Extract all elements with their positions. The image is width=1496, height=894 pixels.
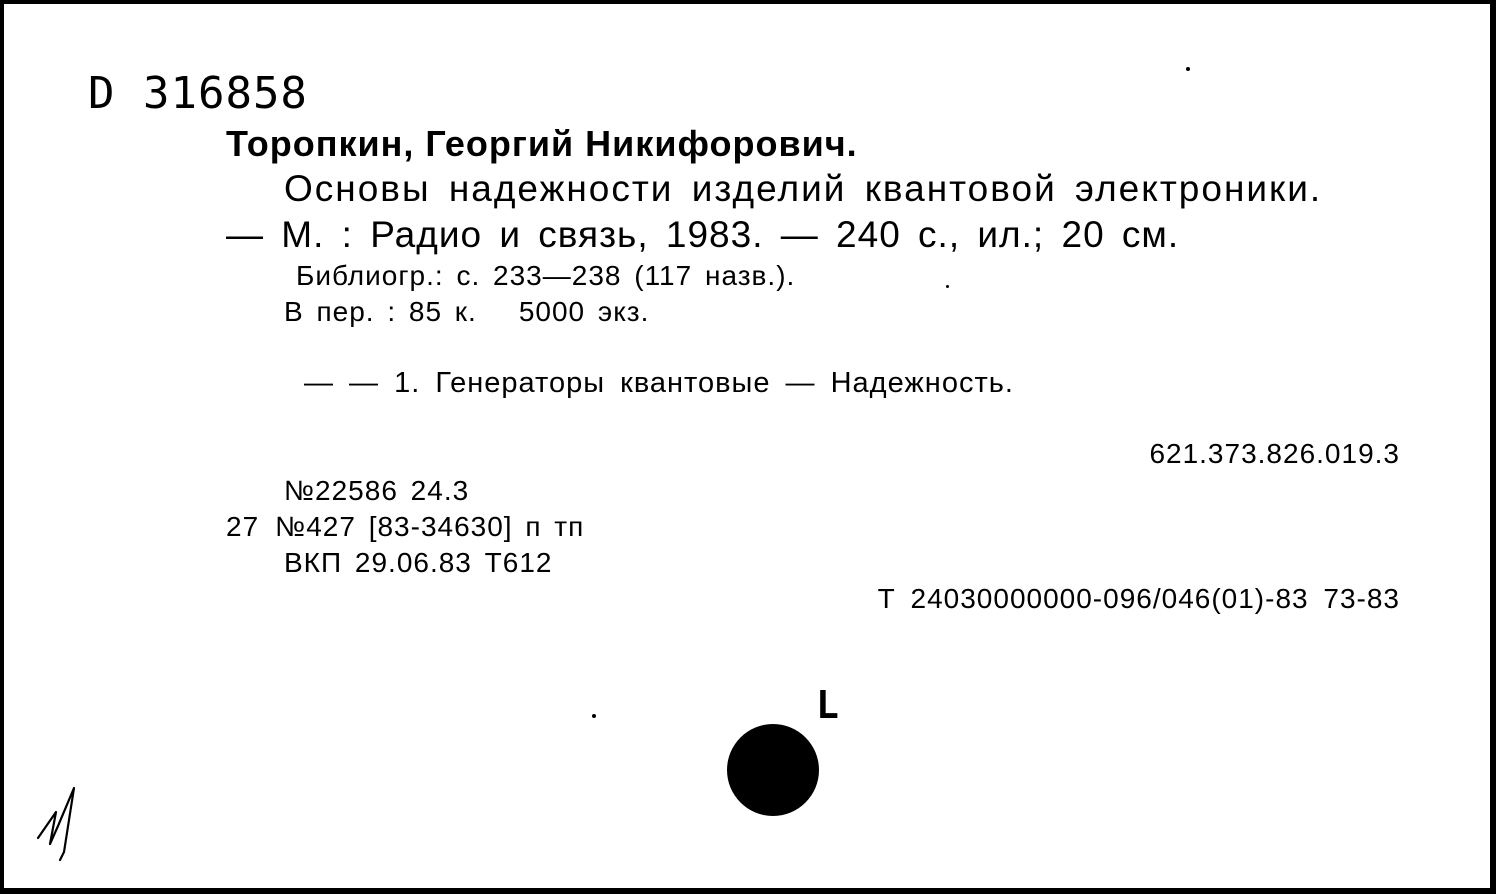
price-line [284,298,649,326]
price: В пер. : 85 к. [284,296,477,327]
registration-line-2 [226,513,584,541]
catalog-card [4,4,1490,888]
registration-line-1: №22586 24.3 [284,475,470,506]
order-number: №427 [83-34630] п тп [275,511,585,542]
ink-speck [1186,67,1190,71]
udc-code: 621.373.826.019.3 [1149,438,1400,469]
print-run: 5000 экз. [518,296,650,327]
publication-imprint: — М. : Радио и связь, 1983. — 240 с., ил.; 20 см. [226,214,1180,255]
handwritten-mark [34,782,90,862]
registration-number: 27 [226,511,260,542]
punch-hole [727,724,819,816]
author-heading: Торопкин, Георгий Никифорович. [226,123,858,164]
call-number: D 316858 [88,68,308,119]
ink-speck [592,714,596,718]
subject-heading: — — 1. Генераторы квантовые — Надежность. [304,367,1014,399]
classification-code: Т 24030000000-096/046(01)-83 73-83 [877,583,1400,614]
book-title: Основы надежности изделий квантовой электроники. [284,168,1323,209]
letter-mark: L [816,683,839,727]
registration-line-3: ВКП 29.06.83 Т612 [284,547,553,578]
bibliography-note: Библиогр.: с. 233—238 (117 назв.). [296,260,796,291]
ink-speck [946,285,949,288]
